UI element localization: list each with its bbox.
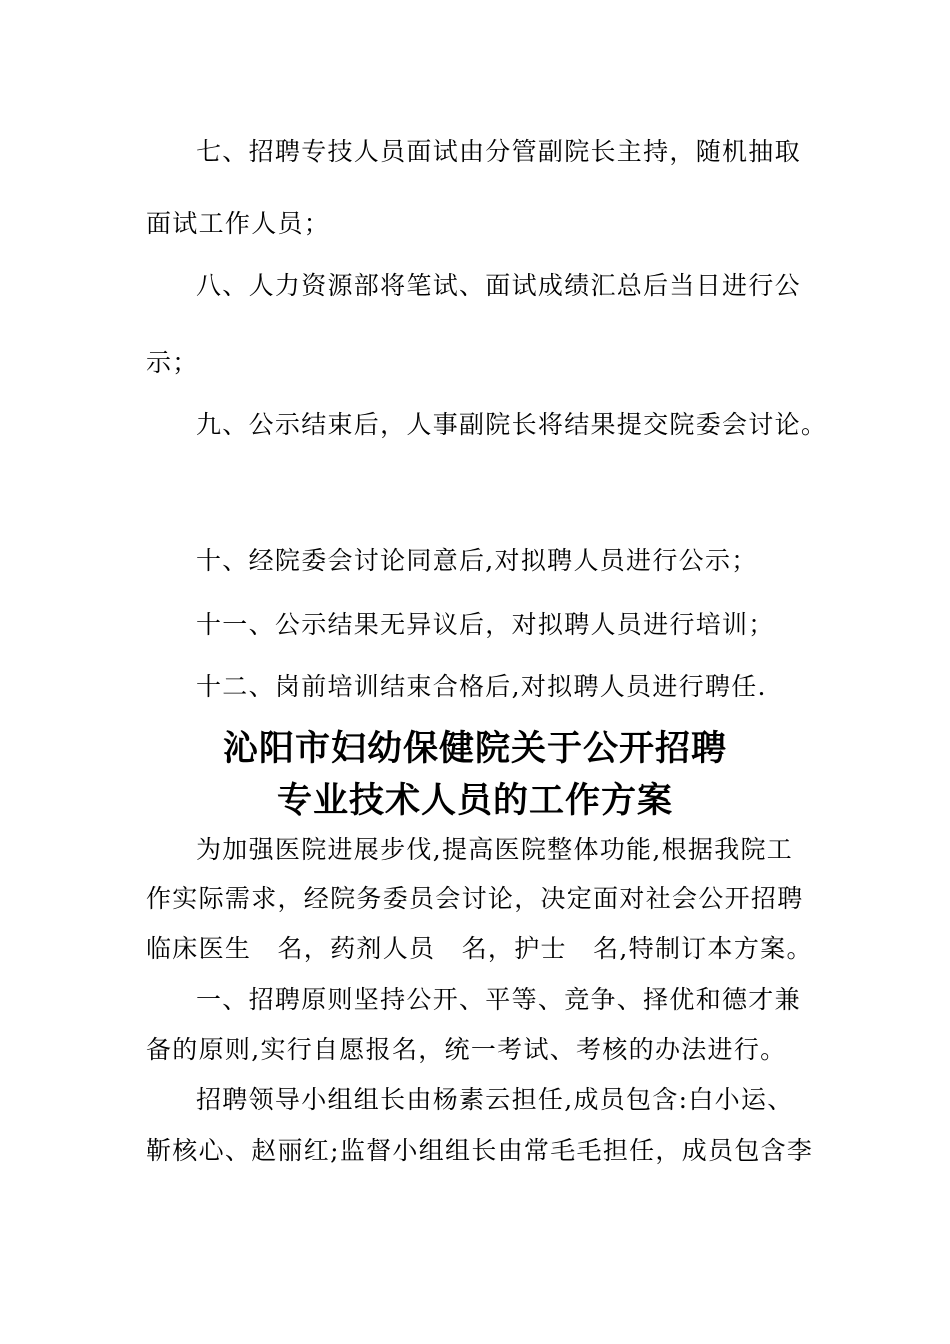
item-eight-line2: 示； (146, 348, 199, 377)
document-title-line1: 沁阳市妇幼保健院关于公开招聘 (222, 729, 727, 769)
document-title-line2: 专业技术人员的工作方案 (276, 781, 673, 821)
item-seven-line1: 七、招聘专技人员面试由分管副院长主持，随机抽取 (196, 137, 801, 166)
item-ten: 十、经院委会讨论同意后,对拟聘人员进行公示； (196, 546, 758, 575)
intro-line3: 临床医生 名，药剂人员 名，护士 名,特制订本方案。 (146, 934, 813, 963)
intro-line2: 作实际需求，经院务委员会讨论，决定面对社会公开招聘 (146, 884, 804, 913)
item-eleven: 十一、公示结果无异议后，对拟聘人员进行培训； (196, 610, 775, 639)
leadership-line1: 招聘领导小组组长由杨素云担任,成员包含:白小运、 (196, 1085, 794, 1114)
item-seven-line2: 面试工作人员； (146, 209, 331, 238)
principle-line1: 一、招聘原则坚持公开、平等、竞争、择优和德才兼 (196, 985, 801, 1014)
principle-line2: 备的原则,实行自愿报名，统一考试、考核的办法进行。 (146, 1035, 787, 1064)
item-eight-line1: 八、人力资源部将笔试、面试成绩汇总后当日进行公 (196, 271, 801, 300)
leadership-line2: 靳核心、赵丽红;监督小组组长由常毛毛担任，成员包含李 (146, 1136, 814, 1165)
intro-line1: 为加强医院进展步伐,提高医院整体功能,根据我院工 (196, 835, 794, 864)
item-nine: 九、公示结束后，人事副院长将结果提交院委会讨论。 (196, 410, 828, 439)
item-twelve: 十二、岗前培训结束合格后,对拟聘人员进行聘任. (196, 672, 767, 701)
